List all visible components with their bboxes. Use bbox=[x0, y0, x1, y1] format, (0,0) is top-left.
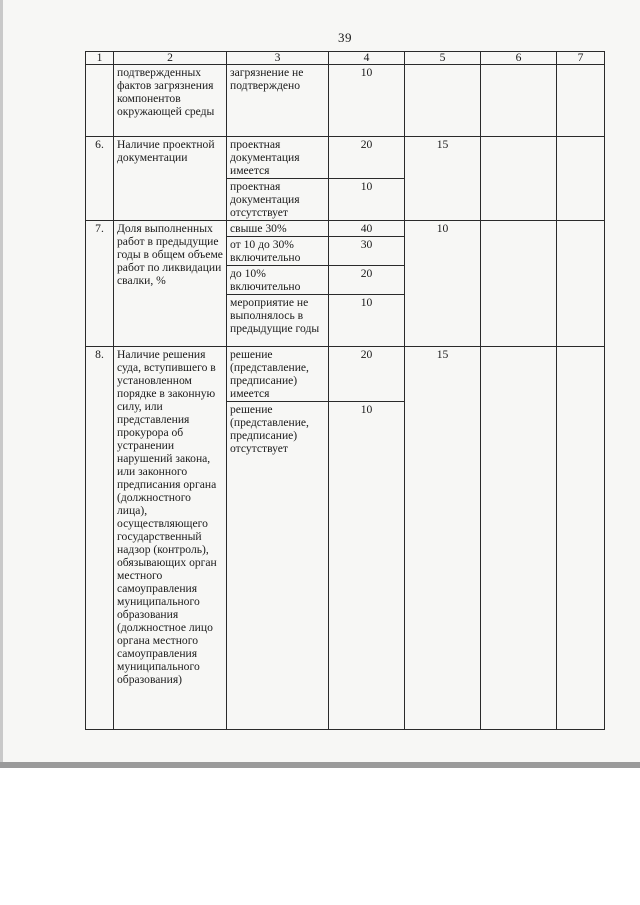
criterion-cell: Наличие проектной документации bbox=[114, 137, 227, 221]
header-cell-5: 5 bbox=[405, 52, 481, 65]
cell-col7 bbox=[557, 221, 605, 347]
scan-edge bbox=[0, 0, 3, 762]
row-number: 7. bbox=[86, 221, 114, 347]
page-number: 39 bbox=[338, 30, 352, 45]
score-cell: 40 bbox=[329, 221, 405, 237]
row-number: 6. bbox=[86, 137, 114, 221]
weight-cell: 15 bbox=[405, 347, 481, 730]
criterion-cell: подтвержденных фактов загрязнения компонентов окружающей среды bbox=[114, 65, 227, 137]
cell-number bbox=[86, 65, 114, 137]
score-cell: 20 bbox=[329, 266, 405, 295]
score-cell: 10 bbox=[329, 179, 405, 221]
value-cell: от 10 до 30% включительно bbox=[227, 237, 329, 266]
table-row bbox=[86, 221, 605, 237]
row-number: 8. bbox=[86, 347, 114, 730]
criterion-cell: Доля выполненных работ в предыдущие годы в общем объеме работ по ликвидации свалки, % bbox=[114, 221, 227, 347]
header-cell-7: 7 bbox=[557, 52, 605, 65]
score-cell: 10 bbox=[329, 295, 405, 347]
score-cell: 10 bbox=[329, 402, 405, 730]
weight-cell: 10 bbox=[405, 221, 481, 347]
cell-col7 bbox=[557, 137, 605, 221]
value-cell: до 10% включительно bbox=[227, 266, 329, 295]
header-cell-4: 4 bbox=[329, 52, 405, 65]
cell-col6 bbox=[481, 65, 557, 137]
header-cell-3: 3 bbox=[227, 52, 329, 65]
score-cell: 20 bbox=[329, 137, 405, 179]
weight-cell bbox=[405, 65, 481, 137]
value-cell: мероприятие не выполнялось в предыдущие годы bbox=[227, 295, 329, 347]
table-row bbox=[86, 65, 605, 137]
weight-cell: 15 bbox=[405, 137, 481, 221]
criterion-cell: Наличие решения суда, вступившего в установленном порядке в законную силу, или представления прокурора об устранении нарушений закона, или законного предписания органа (должностного лица), осуществляющего государственный надзор (контроль), обязывающих орган местного самоуправления муниципального образования (должностное лицо органа местного самоуправления муниципального образования) bbox=[114, 347, 227, 730]
score-cell: 20 bbox=[329, 347, 405, 402]
cell-col7 bbox=[557, 65, 605, 137]
header-cell-6: 6 bbox=[481, 52, 557, 65]
value-cell: проектная документация имеется bbox=[227, 137, 329, 179]
value-cell: проектная документация отсутствует bbox=[227, 179, 329, 221]
cell-col6 bbox=[481, 347, 557, 730]
cell-col7 bbox=[557, 347, 605, 730]
header-cell-2: 2 bbox=[114, 52, 227, 65]
value-cell: загрязнение не подтверждено bbox=[227, 65, 329, 137]
criteria-table bbox=[85, 51, 605, 730]
score-cell: 30 bbox=[329, 237, 405, 266]
value-cell: решение (представление, предписание) имеется bbox=[227, 347, 329, 402]
table-row bbox=[86, 347, 605, 402]
score-cell: 10 bbox=[329, 65, 405, 137]
header-cell-1: 1 bbox=[86, 52, 114, 65]
table-row bbox=[86, 137, 605, 179]
table-header-row bbox=[86, 52, 605, 65]
value-cell: решение (представление, предписание) отсутствует bbox=[227, 402, 329, 730]
cell-col6 bbox=[481, 221, 557, 347]
value-cell: свыше 30% bbox=[227, 221, 329, 237]
cell-col6 bbox=[481, 137, 557, 221]
